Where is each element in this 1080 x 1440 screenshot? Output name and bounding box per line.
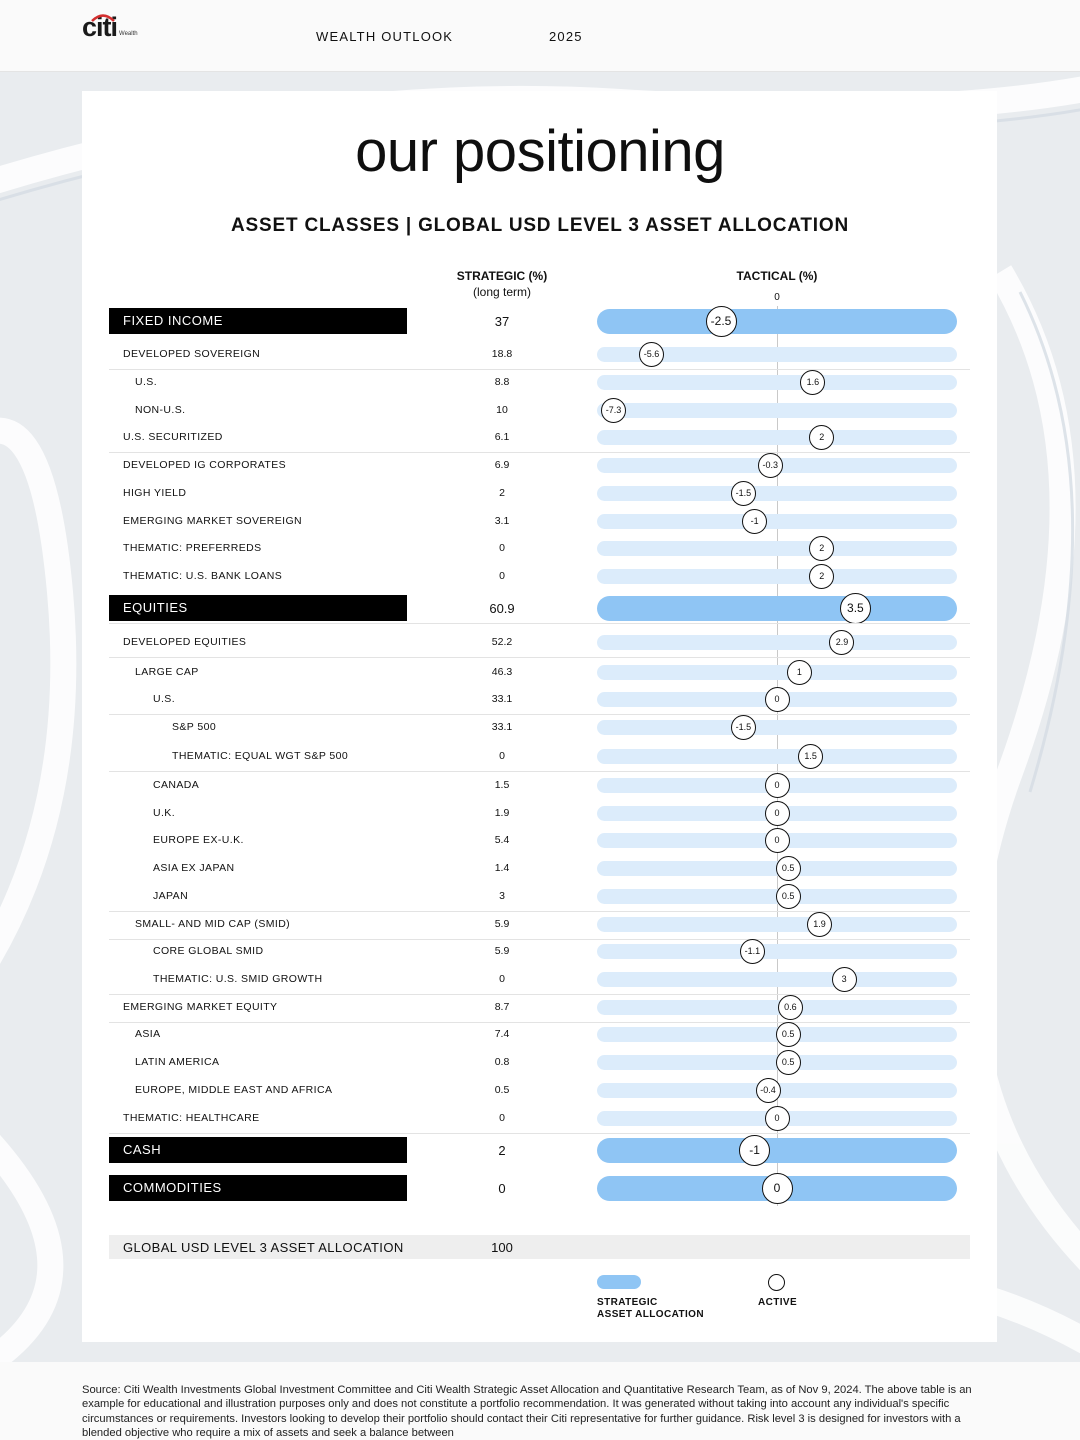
strategic-value: 5.4 [494, 834, 510, 846]
asset-label: THEMATIC: HEALTHCARE [123, 1112, 260, 1124]
tactical-marker: 3 [832, 967, 857, 992]
asset-label: S&P 500 [172, 721, 217, 733]
tactical-zero-label: 0 [774, 292, 780, 303]
tactical-marker: 0 [765, 1106, 790, 1131]
asset-label: CORE GLOBAL SMID [153, 945, 264, 957]
strategic-value: 33.1 [491, 721, 513, 733]
strategic-value: 1.5 [494, 779, 510, 791]
asset-label: DEVELOPED IG CORPORATES [123, 459, 287, 471]
strategic-value: 0 [499, 973, 505, 985]
tactical-marker: 0 [765, 773, 790, 798]
strategic-bar [597, 635, 957, 650]
footer-disclaimer: Source: Citi Wealth Investments Global Investment Committee and Citi Wealth Strategic Asset Allocation and Quantitative Research Team, as of Nov 9, 2024. The above table is an example for educational and illustration purposes only and does not constitute a portfolio recommendation. It was generated without taking into account any individual's specific circumstances or requirements. Investors looking to develop their portfolio should contact their Citi representative for further guidance. Risk level 3 is designed for investors with a blended objective who require a mix of assets and seek a balance between [82, 1384, 972, 1440]
tactical-marker: -0.4 [756, 1078, 781, 1103]
tactical-marker: 0 [762, 1173, 793, 1204]
strategic-value: 0 [499, 542, 505, 554]
asset-class-header: FIXED INCOME [109, 308, 407, 334]
row-divider [109, 657, 970, 658]
asset-label: CANADA [153, 779, 200, 791]
tactical-marker: 3.5 [840, 593, 871, 624]
asset-label: EMERGING MARKET SOVEREIGN [123, 515, 302, 527]
tactical-marker: 1.5 [798, 744, 823, 769]
asset-label: THEMATIC: EQUAL WGT S&P 500 [172, 750, 349, 762]
asset-class-header: EQUITIES [109, 595, 407, 621]
tactical-marker: 2 [809, 425, 834, 450]
asset-label: EMERGING MARKET EQUITY [123, 1001, 278, 1013]
legend-active-label: ACTIVE [758, 1297, 798, 1308]
tactical-marker: -1.1 [740, 939, 765, 964]
strategic-value: 8.8 [494, 376, 510, 388]
tactical-marker: -1 [739, 1135, 770, 1166]
asset-label: LARGE CAP [135, 666, 199, 678]
strategic-value: 0 [498, 1181, 506, 1196]
total-label: GLOBAL USD LEVEL 3 ASSET ALLOCATION [123, 1240, 404, 1255]
strategic-value: 5.9 [494, 918, 510, 930]
logo-subtext: Wealth [119, 31, 138, 37]
tactical-marker: -1 [742, 509, 767, 534]
strategic-value: 0 [499, 750, 505, 762]
strategic-bar [597, 430, 957, 445]
strategic-column-subheader: (long term) [472, 285, 531, 299]
tactical-marker: 0 [765, 828, 790, 853]
asset-label: JAPAN [153, 890, 189, 902]
strategic-value: 7.4 [494, 1028, 510, 1040]
strategic-value: 5.9 [494, 945, 510, 957]
row-divider [109, 452, 970, 453]
tactical-marker: 2 [809, 564, 834, 589]
strategic-bar [597, 944, 957, 959]
strategic-bar [597, 596, 957, 621]
asset-label: EUROPE EX-U.K. [153, 834, 244, 846]
row-divider [109, 1133, 970, 1134]
tactical-marker: 2 [809, 536, 834, 561]
tactical-marker: -1.5 [731, 715, 756, 740]
row-divider [109, 714, 970, 715]
strategic-bar [597, 541, 957, 556]
asset-label: U.K. [153, 807, 176, 819]
strategic-value: 0.8 [494, 1056, 510, 1068]
strategic-value: 18.8 [491, 348, 513, 360]
legend-strategic-line2: ASSET ALLOCATION [597, 1309, 704, 1320]
strategic-bar [597, 720, 957, 735]
legend-strategic-swatch [597, 1275, 641, 1289]
strategic-value: 8.7 [494, 1001, 510, 1013]
strategic-value: 0 [499, 570, 505, 582]
asset-label: NON-U.S. [135, 404, 186, 416]
citi-wealth-logo[interactable] [82, 12, 138, 43]
tactical-marker: 0 [765, 687, 790, 712]
row-divider [109, 939, 970, 940]
strategic-value: 3.1 [494, 515, 510, 527]
tactical-marker: 1.9 [807, 912, 832, 937]
footer [0, 1362, 1080, 1440]
strategic-value: 33.1 [491, 693, 513, 705]
strategic-bar [597, 514, 957, 529]
total-value: 100 [491, 1240, 513, 1255]
tactical-marker: -1.5 [731, 481, 756, 506]
tactical-marker: 0.5 [776, 1050, 801, 1075]
strategic-bar [597, 749, 957, 764]
tactical-marker: -0.3 [758, 453, 783, 478]
strategic-value: 6.1 [494, 431, 510, 443]
strategic-bar [597, 486, 957, 501]
asset-label: U.S. [153, 693, 176, 705]
strategic-bar [597, 403, 957, 418]
page-subtitle: ASSET CLASSES | GLOBAL USD LEVEL 3 ASSET ALLOCATION [231, 215, 849, 236]
asset-label: LATIN AMERICA [135, 1056, 220, 1068]
asset-label: HIGH YIELD [123, 487, 187, 499]
asset-label: THEMATIC: U.S. BANK LOANS [123, 570, 283, 582]
strategic-bar [597, 569, 957, 584]
row-divider [109, 911, 970, 912]
header-year: 2025 [549, 29, 583, 44]
strategic-value: 37 [494, 314, 510, 329]
strategic-value: 6.9 [494, 459, 510, 471]
logo-wordmark: citi [82, 12, 118, 42]
total-row [109, 1235, 970, 1259]
strategic-value: 2 [498, 1143, 506, 1158]
asset-label: ASIA EX JAPAN [153, 862, 235, 874]
strategic-value: 1.9 [494, 807, 510, 819]
tactical-marker: 0.5 [776, 884, 801, 909]
page-title: our positioning [355, 119, 725, 184]
asset-label: ASIA [135, 1028, 161, 1040]
strategic-value: 60.9 [489, 601, 515, 616]
row-divider [109, 771, 970, 772]
asset-label: U.S. SECURITIZED [123, 431, 223, 443]
tactical-marker: 0 [765, 801, 790, 826]
tactical-marker: 1 [787, 660, 812, 685]
strategic-value: 0 [499, 1112, 505, 1124]
tactical-marker: -2.5 [706, 306, 737, 337]
tactical-marker: -7.3 [601, 398, 626, 423]
header-title: WEALTH OUTLOOK [316, 29, 454, 44]
asset-label: SMALL- AND MID CAP (SMID) [135, 918, 291, 930]
legend-active-circle-icon [768, 1274, 785, 1291]
strategic-bar [597, 309, 957, 334]
asset-class-header: COMMODITIES [109, 1175, 407, 1201]
asset-label: U.S. [135, 376, 158, 388]
tactical-marker: 0.5 [776, 856, 801, 881]
row-divider [109, 994, 970, 995]
strategic-bar [597, 917, 957, 932]
strategic-value: 0.5 [494, 1084, 510, 1096]
row-divider [109, 623, 970, 624]
logo-arc-icon [90, 12, 116, 22]
row-divider [109, 369, 970, 370]
row-divider [109, 1022, 970, 1023]
tactical-column-header: TACTICAL (%) [736, 269, 818, 283]
asset-label: THEMATIC: U.S. SMID GROWTH [153, 973, 323, 985]
tactical-marker: 0.6 [778, 995, 803, 1020]
strategic-value: 3 [499, 890, 505, 902]
strategic-value: 52.2 [491, 636, 513, 648]
strategic-value: 2 [499, 487, 505, 499]
tactical-marker: 0.5 [776, 1022, 801, 1047]
strategic-bar [597, 972, 957, 987]
strategic-value: 1.4 [494, 862, 510, 874]
strategic-bar [597, 1138, 957, 1163]
tactical-marker: 2.9 [829, 630, 854, 655]
strategic-value: 10 [496, 404, 508, 416]
asset-class-header: CASH [109, 1137, 407, 1163]
asset-label: DEVELOPED SOVEREIGN [123, 348, 261, 360]
legend-strategic-line1: STRATEGIC [597, 1297, 658, 1308]
asset-label: EUROPE, MIDDLE EAST AND AFRICA [135, 1084, 333, 1096]
top-bar [0, 0, 1080, 72]
strategic-column-header: STRATEGIC (%) [456, 269, 548, 283]
strategic-value: 46.3 [491, 666, 513, 678]
asset-label: THEMATIC: PREFERREDS [123, 542, 262, 554]
strategic-bar [597, 375, 957, 390]
strategic-bar [597, 665, 957, 680]
asset-label: DEVELOPED EQUITIES [123, 636, 247, 648]
tactical-marker: -5.6 [639, 342, 664, 367]
tactical-marker: 1.6 [800, 370, 825, 395]
